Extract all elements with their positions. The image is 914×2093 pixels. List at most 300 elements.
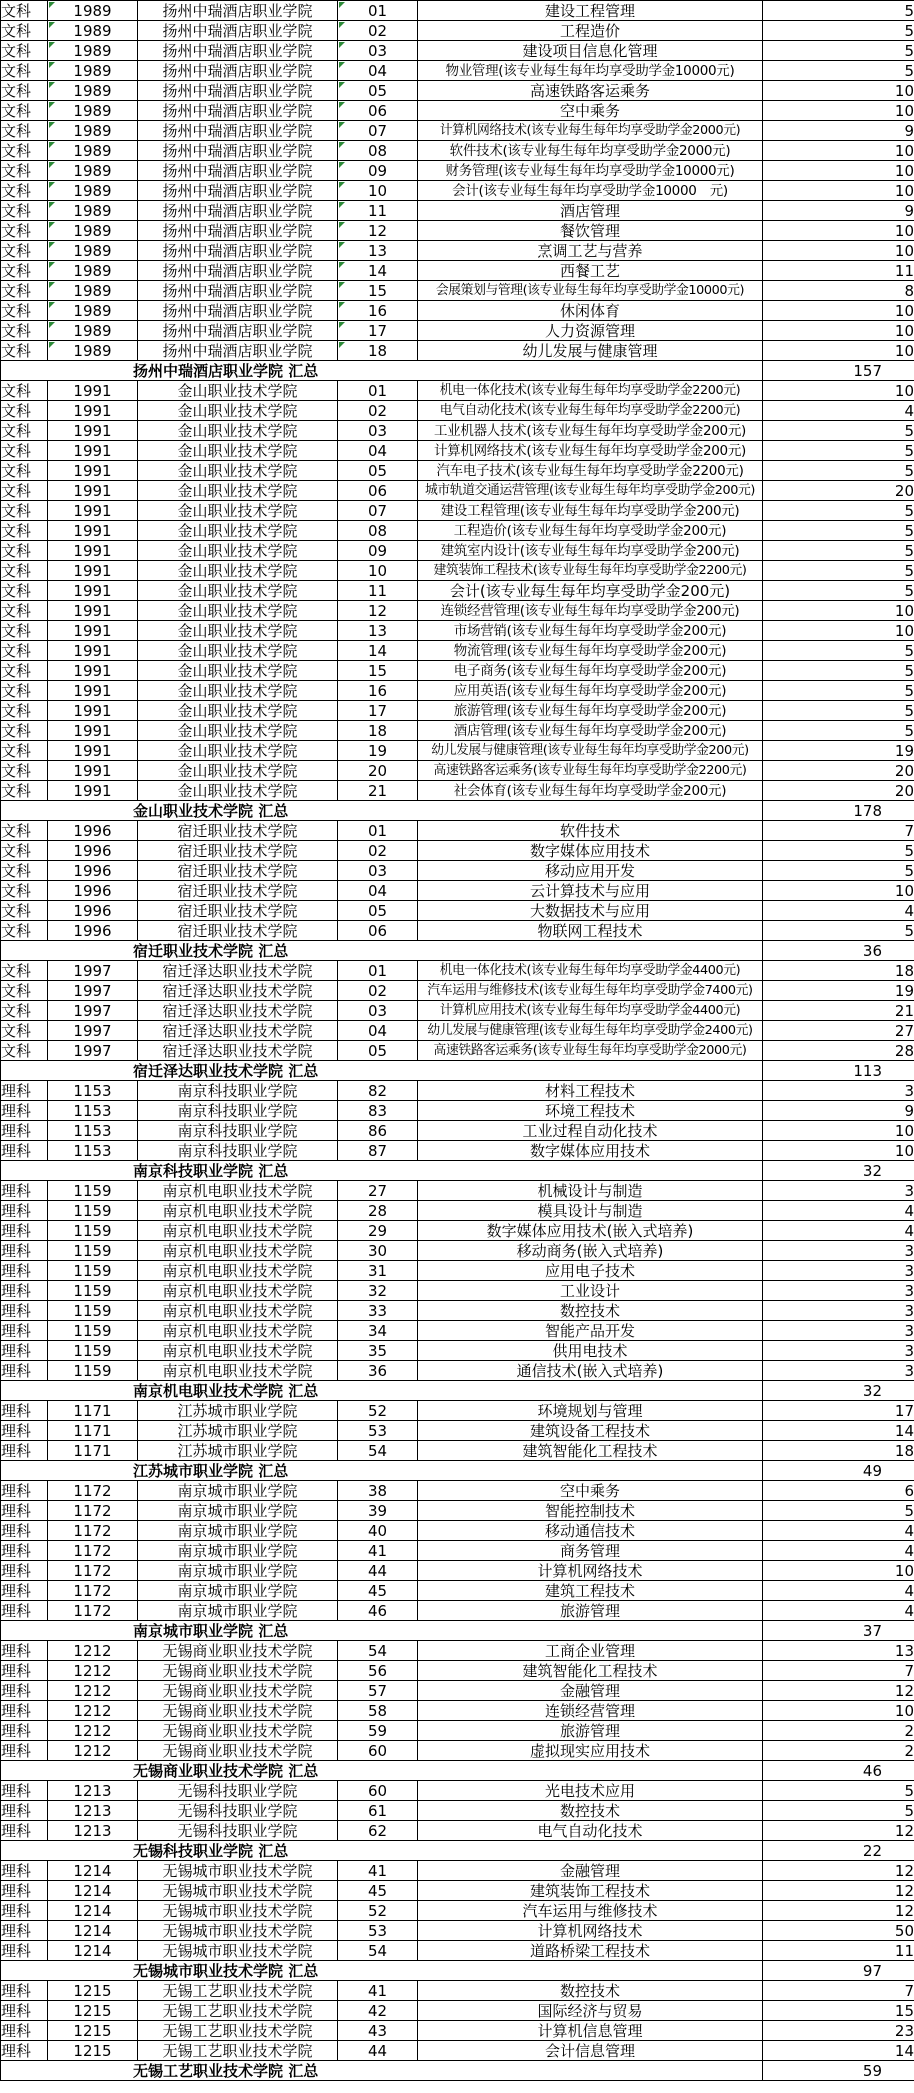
major-number: 46 (367, 1601, 388, 1620)
major-number-cell (338, 261, 418, 281)
major-number: 04 (367, 1021, 388, 1040)
school-code: 1989 (73, 341, 112, 360)
plan-count-cell: 5 (763, 641, 914, 661)
major-number: 45 (367, 1881, 388, 1900)
major-name-cell: 软件技术(该专业每生每年均享受助学金2000元) (418, 141, 763, 161)
plan-count-cell: 50 (763, 1921, 914, 1941)
school-code-cell (48, 1541, 138, 1561)
major-name-cell: 光电技术应用 (418, 1781, 763, 1801)
summary-total: 37 (763, 1621, 914, 1641)
major-name-cell: 机械设计与制造 (418, 1181, 763, 1201)
summary-label: 南京科技职业学院 汇总 (1, 1161, 763, 1181)
major-name-cell: 电气自动化技术(该专业每生每年均享受助学金2200元) (418, 401, 763, 421)
major-number-cell (338, 2001, 418, 2021)
school-code: 1991 (73, 621, 112, 640)
summary-label: 无锡科技职业学院 汇总 (1, 1841, 763, 1861)
school-name-cell: 南京机电职业技术学院 (138, 1281, 338, 1301)
major-number: 07 (367, 501, 388, 520)
school-code: 1991 (73, 421, 112, 440)
school-code-cell (48, 441, 138, 461)
cell-note-marker-icon (49, 142, 55, 148)
school-code: 1214 (73, 1861, 112, 1880)
school-code-cell (48, 701, 138, 721)
school-code: 1159 (73, 1221, 112, 1240)
major-name-cell: 汽车电子技术(该专业每生每年均享受助学金2200元) (418, 461, 763, 481)
school-code: 1991 (73, 461, 112, 480)
table-row (1, 41, 914, 61)
school-name-cell: 江苏城市职业学院 (138, 1401, 338, 1421)
school-name-cell: 金山职业技术学院 (138, 461, 338, 481)
plan-count-cell: 9 (763, 201, 914, 221)
school-name-cell: 南京机电职业技术学院 (138, 1301, 338, 1321)
major-number-cell (338, 521, 418, 541)
cell-note-marker-icon (339, 242, 345, 248)
school-code-cell (48, 921, 138, 941)
school-code-cell (48, 1281, 138, 1301)
subject-type-cell: 理科 (1, 1241, 48, 1261)
major-number: 31 (367, 1261, 388, 1280)
subject-type-cell: 文科 (1, 741, 48, 761)
school-name-cell: 宿迁职业技术学院 (138, 821, 338, 841)
major-number-cell (338, 1121, 418, 1141)
major-name-cell: 数字媒体应用技术 (418, 841, 763, 861)
subject-type-cell: 文科 (1, 761, 48, 781)
major-number-cell (338, 1341, 418, 1361)
school-code-cell (48, 321, 138, 341)
subject-type-cell: 理科 (1, 2001, 48, 2021)
table-row (1, 321, 914, 341)
table-row (1, 1721, 914, 1741)
cell-note-marker-icon (49, 342, 55, 348)
school-name-cell: 扬州中瑞酒店职业学院 (138, 221, 338, 241)
subject-type-cell: 文科 (1, 341, 48, 361)
school-name-cell: 南京城市职业学院 (138, 1561, 338, 1581)
major-number-cell (338, 1721, 418, 1741)
school-code: 1996 (73, 841, 112, 860)
plan-count-cell: 5 (763, 441, 914, 461)
major-number-cell (338, 1301, 418, 1321)
major-number: 16 (367, 681, 388, 700)
major-number-cell (338, 1141, 418, 1161)
school-code-cell (48, 341, 138, 361)
major-name-cell: 电子商务(该专业每生每年均享受助学金200元) (418, 661, 763, 681)
school-name-cell: 扬州中瑞酒店职业学院 (138, 81, 338, 101)
plan-count-cell: 21 (763, 1001, 914, 1021)
subject-type-cell: 理科 (1, 1341, 48, 1361)
table-row (1, 221, 914, 241)
cell-note-marker-icon (339, 122, 345, 128)
school-name-cell: 金山职业技术学院 (138, 581, 338, 601)
plan-count-cell: 5 (763, 1501, 914, 1521)
major-number: 44 (367, 2041, 388, 2060)
major-number: 34 (367, 1321, 388, 1340)
major-name-cell: 计算机网络技术 (418, 1561, 763, 1581)
major-name-cell: 物业管理(该专业每生每年均享受助学金10000元) (418, 61, 763, 81)
school-code-cell (48, 1141, 138, 1161)
major-name-cell: 建筑室内设计(该专业每生每年均享受助学金200元) (418, 541, 763, 561)
major-number-cell (338, 1781, 418, 1801)
summary-label: 南京城市职业学院 汇总 (1, 1621, 763, 1641)
major-number-cell (338, 1201, 418, 1221)
cell-note-marker-icon (339, 202, 345, 208)
subject-type-cell: 文科 (1, 661, 48, 681)
plan-count-cell: 4 (763, 1201, 914, 1221)
table-row (1, 921, 914, 941)
table-row (1, 961, 914, 981)
school-name-cell: 扬州中瑞酒店职业学院 (138, 101, 338, 121)
major-name-cell: 建筑智能化工程技术 (418, 1661, 763, 1681)
major-name-cell: 工程造价(该专业每生每年均享受助学金200元) (418, 521, 763, 541)
cell-note-marker-icon (339, 262, 345, 268)
major-number: 29 (367, 1221, 388, 1240)
major-name-cell: 人力资源管理 (418, 321, 763, 341)
major-name-cell: 旅游管理 (418, 1721, 763, 1741)
subject-type-cell: 文科 (1, 81, 48, 101)
major-number: 02 (367, 841, 388, 860)
major-name-cell: 环境工程技术 (418, 1101, 763, 1121)
subject-type-cell: 文科 (1, 621, 48, 641)
school-code-cell (48, 461, 138, 481)
school-code: 1991 (73, 661, 112, 680)
subject-type-cell: 理科 (1, 1221, 48, 1241)
school-code-cell (48, 981, 138, 1001)
school-name-cell: 金山职业技术学院 (138, 781, 338, 801)
major-number: 62 (367, 1821, 388, 1840)
school-code-cell (48, 1781, 138, 1801)
subject-type-cell: 理科 (1, 1481, 48, 1501)
plan-count-cell: 10 (763, 141, 914, 161)
school-code-cell (48, 741, 138, 761)
table-row (1, 1021, 914, 1041)
major-number: 06 (367, 921, 388, 940)
major-number: 53 (367, 1921, 388, 1940)
table-row (1, 1121, 914, 1141)
school-code: 1159 (73, 1361, 112, 1380)
major-name-cell: 烹调工艺与营养 (418, 241, 763, 261)
major-number: 10 (367, 181, 388, 200)
table-row (1, 1861, 914, 1881)
table-row (1, 421, 914, 441)
table-row (1, 301, 914, 321)
major-number: 19 (367, 741, 388, 760)
table-row (1, 1661, 914, 1681)
plan-count-cell: 4 (763, 1541, 914, 1561)
major-number-cell (338, 1801, 418, 1821)
subject-type-cell: 文科 (1, 901, 48, 921)
school-code: 1991 (73, 681, 112, 700)
plan-count-cell: 10 (763, 621, 914, 641)
subject-type-cell: 理科 (1, 1501, 48, 1521)
major-number-cell (338, 381, 418, 401)
school-code: 1212 (73, 1681, 112, 1700)
summary-label: 扬州中瑞酒店职业学院 汇总 (1, 361, 763, 381)
school-code-cell (48, 1181, 138, 1201)
plan-count-cell: 12 (763, 1681, 914, 1701)
school-name-cell: 南京机电职业技术学院 (138, 1261, 338, 1281)
school-code: 1991 (73, 401, 112, 420)
school-code-cell (48, 1401, 138, 1421)
school-code-cell (48, 261, 138, 281)
plan-count-cell: 4 (763, 901, 914, 921)
major-number-cell (338, 1041, 418, 1061)
school-code: 1215 (73, 2041, 112, 2060)
school-code: 1171 (73, 1441, 112, 1460)
major-number-cell (338, 1581, 418, 1601)
school-code: 1989 (73, 21, 112, 40)
major-number: 09 (367, 161, 388, 180)
major-name-cell: 城市轨道交通运营管理(该专业每生每年均享受助学金200元) (418, 481, 763, 501)
major-number-cell (338, 1221, 418, 1241)
plan-count-cell: 5 (763, 921, 914, 941)
major-number-cell (338, 1001, 418, 1021)
subject-type-cell: 文科 (1, 61, 48, 81)
major-number: 60 (367, 1781, 388, 1800)
school-code-cell (48, 1681, 138, 1701)
major-name-cell: 空中乘务 (418, 101, 763, 121)
school-code: 1991 (73, 381, 112, 400)
major-name-cell: 会计(该专业每生每年均享受助学金200元) (418, 581, 763, 601)
subject-type-cell: 理科 (1, 1361, 48, 1381)
plan-count-cell: 3 (763, 1301, 914, 1321)
school-code: 1989 (73, 41, 112, 60)
subject-type-cell: 理科 (1, 1781, 48, 1801)
major-number-cell (338, 121, 418, 141)
major-name-cell: 汽车运用与维修技术 (418, 1901, 763, 1921)
school-code: 1991 (73, 701, 112, 720)
major-name-cell: 通信技术(嵌入式培养) (418, 1361, 763, 1381)
major-name-cell: 酒店管理(该专业每生每年均享受助学金200元) (418, 721, 763, 741)
subject-type-cell: 理科 (1, 1721, 48, 1741)
school-code: 1214 (73, 1901, 112, 1920)
school-code: 1159 (73, 1261, 112, 1280)
summary-row (1, 361, 914, 381)
major-name-cell: 金融管理 (418, 1681, 763, 1701)
plan-count-cell: 17 (763, 1401, 914, 1421)
school-name-cell: 金山职业技术学院 (138, 601, 338, 621)
major-number-cell (338, 1081, 418, 1101)
cell-note-marker-icon (339, 102, 345, 108)
school-name-cell: 南京城市职业学院 (138, 1541, 338, 1561)
major-number: 41 (367, 1861, 388, 1880)
major-number-cell (338, 1921, 418, 1941)
school-code-cell (48, 1561, 138, 1581)
major-number: 02 (367, 401, 388, 420)
major-number-cell (338, 401, 418, 421)
school-name-cell: 扬州中瑞酒店职业学院 (138, 201, 338, 221)
school-code-cell (48, 761, 138, 781)
school-name-cell: 扬州中瑞酒店职业学院 (138, 281, 338, 301)
major-number: 38 (367, 1481, 388, 1500)
cell-note-marker-icon (49, 122, 55, 128)
school-code-cell (48, 1481, 138, 1501)
plan-count-cell: 10 (763, 381, 914, 401)
major-number: 30 (367, 1241, 388, 1260)
school-name-cell: 无锡城市职业技术学院 (138, 1861, 338, 1881)
major-name-cell: 数控技术 (418, 1981, 763, 2001)
subject-type-cell: 理科 (1, 1201, 48, 1221)
school-code: 1991 (73, 441, 112, 460)
major-number: 13 (367, 621, 388, 640)
major-number-cell (338, 21, 418, 41)
subject-type-cell: 文科 (1, 781, 48, 801)
major-number: 58 (367, 1701, 388, 1720)
major-number-cell (338, 161, 418, 181)
major-name-cell: 幼儿发展与健康管理(该专业每生每年均享受助学金200元) (418, 741, 763, 761)
major-number: 43 (367, 2021, 388, 2040)
school-name-cell: 金山职业技术学院 (138, 521, 338, 541)
school-code: 1989 (73, 61, 112, 80)
subject-type-cell: 理科 (1, 1681, 48, 1701)
school-name-cell: 扬州中瑞酒店职业学院 (138, 241, 338, 261)
major-name-cell: 工业设计 (418, 1281, 763, 1301)
table-row (1, 1361, 914, 1381)
table-row (1, 281, 914, 301)
school-code-cell (48, 81, 138, 101)
subject-type-cell: 文科 (1, 441, 48, 461)
subject-type-cell: 理科 (1, 1441, 48, 1461)
major-number: 17 (367, 321, 388, 340)
major-number-cell (338, 1521, 418, 1541)
school-name-cell: 宿迁职业技术学院 (138, 861, 338, 881)
major-number: 44 (367, 1561, 388, 1580)
subject-type-cell: 理科 (1, 2021, 48, 2041)
table-row (1, 1221, 914, 1241)
major-number: 27 (367, 1181, 388, 1200)
summary-row (1, 1961, 914, 1981)
subject-type-cell: 文科 (1, 481, 48, 501)
major-number: 20 (367, 761, 388, 780)
major-name-cell: 会计信息管理 (418, 2041, 763, 2061)
school-name-cell: 无锡商业职业技术学院 (138, 1641, 338, 1661)
school-code-cell (48, 121, 138, 141)
school-name-cell: 南京城市职业学院 (138, 1581, 338, 1601)
plan-count-cell: 3 (763, 1261, 914, 1281)
major-number-cell (338, 621, 418, 641)
table-row (1, 1181, 914, 1201)
major-number-cell (338, 301, 418, 321)
school-name-cell: 无锡工艺职业技术学院 (138, 2041, 338, 2061)
subject-type-cell: 理科 (1, 1701, 48, 1721)
major-number-cell (338, 1601, 418, 1621)
subject-type-cell: 文科 (1, 501, 48, 521)
table-row (1, 461, 914, 481)
school-code-cell (48, 201, 138, 221)
major-number: 41 (367, 1541, 388, 1560)
table-row (1, 1101, 914, 1121)
major-number-cell (338, 201, 418, 221)
major-name-cell: 机电一体化技术(该专业每生每年均享受助学金4400元) (418, 961, 763, 981)
school-name-cell: 宿迁泽达职业技术学院 (138, 961, 338, 981)
major-number: 01 (367, 381, 388, 400)
plan-count-cell: 5 (763, 701, 914, 721)
plan-count-cell: 12 (763, 1861, 914, 1881)
school-code-cell (48, 1501, 138, 1521)
plan-count-cell: 4 (763, 1221, 914, 1241)
subject-type-cell: 理科 (1, 1741, 48, 1761)
school-code-cell (48, 41, 138, 61)
summary-row (1, 1461, 914, 1481)
school-name-cell: 无锡科技职业学院 (138, 1821, 338, 1841)
school-name-cell: 无锡商业职业技术学院 (138, 1701, 338, 1721)
school-code: 1991 (73, 481, 112, 500)
school-code: 1997 (73, 981, 112, 1000)
school-name-cell: 金山职业技术学院 (138, 541, 338, 561)
major-number-cell (338, 661, 418, 681)
school-code: 1213 (73, 1801, 112, 1820)
plan-count-cell: 3 (763, 1241, 914, 1261)
school-code-cell (48, 1361, 138, 1381)
major-number: 06 (367, 101, 388, 120)
plan-count-cell: 5 (763, 841, 914, 861)
table-row (1, 441, 914, 461)
major-name-cell: 工程造价 (418, 21, 763, 41)
plan-count-cell: 10 (763, 1701, 914, 1721)
major-number-cell (338, 41, 418, 61)
major-number-cell (338, 461, 418, 481)
school-code-cell (48, 1801, 138, 1821)
major-name-cell: 软件技术 (418, 821, 763, 841)
school-code: 1996 (73, 921, 112, 940)
subject-type-cell: 文科 (1, 1001, 48, 1021)
major-number-cell (338, 1481, 418, 1501)
school-name-cell: 金山职业技术学院 (138, 701, 338, 721)
major-number: 45 (367, 1581, 388, 1600)
table-row (1, 501, 914, 521)
school-name-cell: 宿迁职业技术学院 (138, 921, 338, 941)
school-code-cell (48, 561, 138, 581)
table-row (1, 181, 914, 201)
table-row (1, 1241, 914, 1261)
school-code-cell (48, 501, 138, 521)
major-name-cell: 会计(该专业每生每年均享受助学金10000 元) (418, 181, 763, 201)
major-number-cell (338, 541, 418, 561)
major-name-cell: 建筑智能化工程技术 (418, 1441, 763, 1461)
major-number-cell (338, 1321, 418, 1341)
major-number-cell (338, 821, 418, 841)
school-code-cell (48, 1661, 138, 1681)
summary-total: 178 (763, 801, 914, 821)
school-name-cell: 无锡科技职业学院 (138, 1801, 338, 1821)
subject-type-cell: 理科 (1, 1861, 48, 1881)
table-row (1, 481, 914, 501)
subject-type-cell: 文科 (1, 861, 48, 881)
subject-type-cell: 理科 (1, 1641, 48, 1661)
summary-total: 22 (763, 1841, 914, 1861)
school-code: 1991 (73, 501, 112, 520)
table-row (1, 681, 914, 701)
subject-type-cell: 理科 (1, 1281, 48, 1301)
school-name-cell: 扬州中瑞酒店职业学院 (138, 141, 338, 161)
subject-type-cell: 文科 (1, 181, 48, 201)
school-code-cell (48, 1521, 138, 1541)
table-row (1, 721, 914, 741)
major-number: 54 (367, 1941, 388, 1960)
cell-note-marker-icon (339, 82, 345, 88)
plan-count-cell: 10 (763, 1121, 914, 1141)
major-number: 15 (367, 281, 388, 300)
table-row (1, 121, 914, 141)
table-row (1, 2041, 914, 2061)
major-name-cell: 云计算技术与应用 (418, 881, 763, 901)
subject-type-cell: 文科 (1, 981, 48, 1001)
major-number-cell (338, 1421, 418, 1441)
table-row (1, 1081, 914, 1101)
major-number: 04 (367, 61, 388, 80)
school-code: 1991 (73, 761, 112, 780)
major-number-cell (338, 1561, 418, 1581)
plan-count-cell: 12 (763, 1821, 914, 1841)
school-name-cell: 扬州中瑞酒店职业学院 (138, 61, 338, 81)
